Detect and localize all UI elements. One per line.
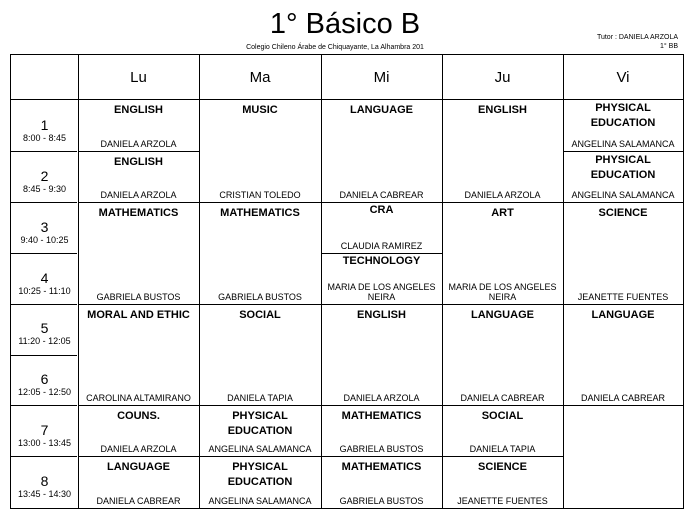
subject-name: CRA — [369, 204, 394, 216]
period-number: 6 — [40, 371, 49, 387]
subject-name: SOCIAL — [239, 309, 281, 321]
teacher-name: DANIELA TAPIA — [227, 393, 293, 403]
teacher-name: DANIELA ARZOLA — [343, 393, 420, 403]
period-6 — [11, 371, 78, 398]
teacher-name: CLAUDIA RAMIREZ — [340, 241, 423, 251]
subject-name: SOCIAL — [481, 410, 524, 422]
period-number: 5 — [40, 320, 49, 336]
period-number: 4 — [40, 270, 49, 286]
subject-name: TECHNOLOGY — [342, 255, 421, 267]
subject-name: SCIENCE — [598, 207, 648, 219]
subject-name: ENGLISH — [114, 156, 163, 168]
subject-name: COUNS. — [117, 410, 160, 422]
teacher-name: MARIA DE LOS ANGELES NEIRA — [327, 282, 436, 302]
subject-name: MATHEMATICS — [341, 410, 422, 422]
row-divider — [11, 151, 77, 152]
page-title: 1° Básico B — [269, 8, 421, 40]
class-block — [321, 405, 442, 456]
teacher-name: JEANETTE FUENTES — [577, 292, 669, 302]
class-block — [199, 99, 321, 202]
class-block — [442, 202, 563, 304]
subject-name: LANGUAGE — [591, 309, 655, 321]
class-block — [199, 405, 321, 456]
subject-name: MUSIC — [242, 104, 278, 116]
class-block — [442, 304, 563, 405]
period-4 — [11, 270, 78, 297]
class-block — [321, 99, 442, 202]
period-7 — [11, 422, 78, 449]
teacher-name: DANIELA ARZOLA — [464, 190, 541, 200]
subject-name: ART — [491, 207, 514, 219]
period-2 — [11, 168, 78, 195]
teacher-name: ANGELINA SALAMANCA — [571, 139, 675, 149]
teacher-name: GABRIELA BUSTOS — [339, 444, 424, 454]
period-number: 3 — [40, 219, 49, 235]
row-divider — [11, 202, 77, 203]
period-time: 8:00 - 8:45 — [22, 133, 67, 143]
period-8 — [11, 473, 78, 500]
subject-name: ENGLISH — [357, 309, 406, 321]
school-name: Colegio Chileno Árabe de Chiquayante, La Alhambra 201 — [246, 44, 424, 51]
subject-name: PHYSICAL EDUCATION — [590, 102, 656, 129]
row-divider — [11, 304, 77, 305]
day-header-ma: Ma — [249, 68, 271, 86]
class-block — [78, 456, 199, 508]
teacher-name: GABRIELA BUSTOS — [218, 292, 302, 302]
period-time: 9:40 - 10:25 — [20, 235, 69, 245]
period-time: 12:05 - 12:50 — [17, 387, 72, 397]
class-block — [442, 405, 563, 456]
period-time: 13:45 - 14:30 — [17, 489, 72, 499]
class-block — [321, 304, 442, 405]
class-block — [321, 253, 442, 304]
teacher-name: GABRIELA BUSTOS — [96, 292, 181, 302]
class-block — [321, 456, 442, 508]
class-block — [563, 304, 683, 405]
teacher-name: ANGELINA SALAMANCA — [571, 190, 675, 200]
period-time: 8:45 - 9:30 — [22, 184, 67, 194]
teacher-name: DANIELA ARZOLA — [100, 190, 177, 200]
row-divider — [11, 456, 77, 457]
subject-name: LANGUAGE — [471, 309, 534, 321]
class-block — [442, 99, 563, 202]
period-5 — [11, 320, 78, 347]
teacher-name: DANIELA TAPIA — [469, 444, 536, 454]
class-code: 1° BB — [660, 43, 678, 50]
class-block — [563, 151, 683, 202]
day-header-lu: Lu — [130, 68, 147, 86]
row-divider — [11, 405, 77, 406]
teacher-name: ANGELINA SALAMANCA — [208, 496, 312, 506]
teacher-name: GABRIELA BUSTOS — [339, 496, 424, 506]
subject-name: MATHEMATICS — [98, 207, 179, 219]
empty-slot — [563, 405, 683, 508]
teacher-name: DANIELA CABREAR — [580, 393, 666, 403]
subject-name: LANGUAGE — [107, 461, 170, 473]
teacher-name: DANIELA CABREAR — [460, 393, 545, 403]
teacher-name: DANIELA CABREAR — [339, 190, 424, 200]
day-header-vi: Vi — [616, 68, 630, 86]
class-block — [78, 202, 199, 304]
day-header-mi: Mi — [373, 68, 390, 86]
class-block — [78, 99, 199, 151]
row-divider — [11, 253, 77, 254]
tutor-info — [597, 33, 678, 51]
class-block — [199, 456, 321, 508]
schedule-table — [10, 54, 684, 509]
period-number: 1 — [40, 117, 49, 133]
teacher-name: DANIELA ARZOLA — [100, 139, 177, 149]
teacher-name: CRISTIAN TOLEDO — [219, 190, 301, 200]
subject-name: PHYSICAL EDUCATION — [227, 410, 293, 437]
class-block — [442, 456, 563, 508]
class-block — [78, 405, 199, 456]
period-time: 11:20 - 12:05 — [18, 336, 71, 346]
teacher-name: CAROLINA ALTAMIRANO — [86, 393, 191, 403]
period-3 — [11, 219, 78, 246]
class-block — [78, 151, 199, 202]
class-block — [321, 202, 442, 253]
subject-name: ENGLISH — [478, 104, 527, 116]
class-block — [563, 99, 683, 151]
subject-name: PHYSICAL EDUCATION — [590, 154, 656, 181]
teacher-name: DANIELA CABREAR — [96, 496, 181, 506]
class-block — [199, 202, 321, 304]
teacher-name: DANIELA ARZOLA — [100, 444, 177, 454]
period-number: 7 — [40, 422, 49, 438]
subject-name: MORAL AND ETHIC — [87, 309, 190, 321]
subject-name: MATHEMATICS — [220, 207, 300, 219]
period-number: 2 — [40, 168, 49, 184]
teacher-name: JEANETTE FUENTES — [457, 496, 548, 506]
period-1 — [11, 117, 78, 144]
tutor-name: Tutor : DANIELA ARZOLA — [596, 34, 678, 41]
subject-name: SCIENCE — [478, 461, 527, 473]
teacher-name: ANGELINA SALAMANCA — [208, 444, 312, 454]
period-time: 10:25 - 11:10 — [18, 286, 71, 296]
class-block — [563, 202, 683, 304]
class-block — [78, 304, 199, 405]
period-time: 13:00 - 13:45 — [17, 438, 72, 448]
teacher-name: MARIA DE LOS ANGELES NEIRA — [448, 282, 557, 302]
subject-name: PHYSICAL EDUCATION — [227, 461, 293, 488]
period-number: 8 — [40, 473, 49, 489]
subject-name: ENGLISH — [114, 104, 163, 116]
class-block — [199, 304, 321, 405]
subject-name: LANGUAGE — [350, 104, 413, 116]
subject-name: MATHEMATICS — [341, 461, 422, 473]
day-header-ju: Ju — [494, 68, 511, 86]
row-divider — [11, 355, 77, 356]
